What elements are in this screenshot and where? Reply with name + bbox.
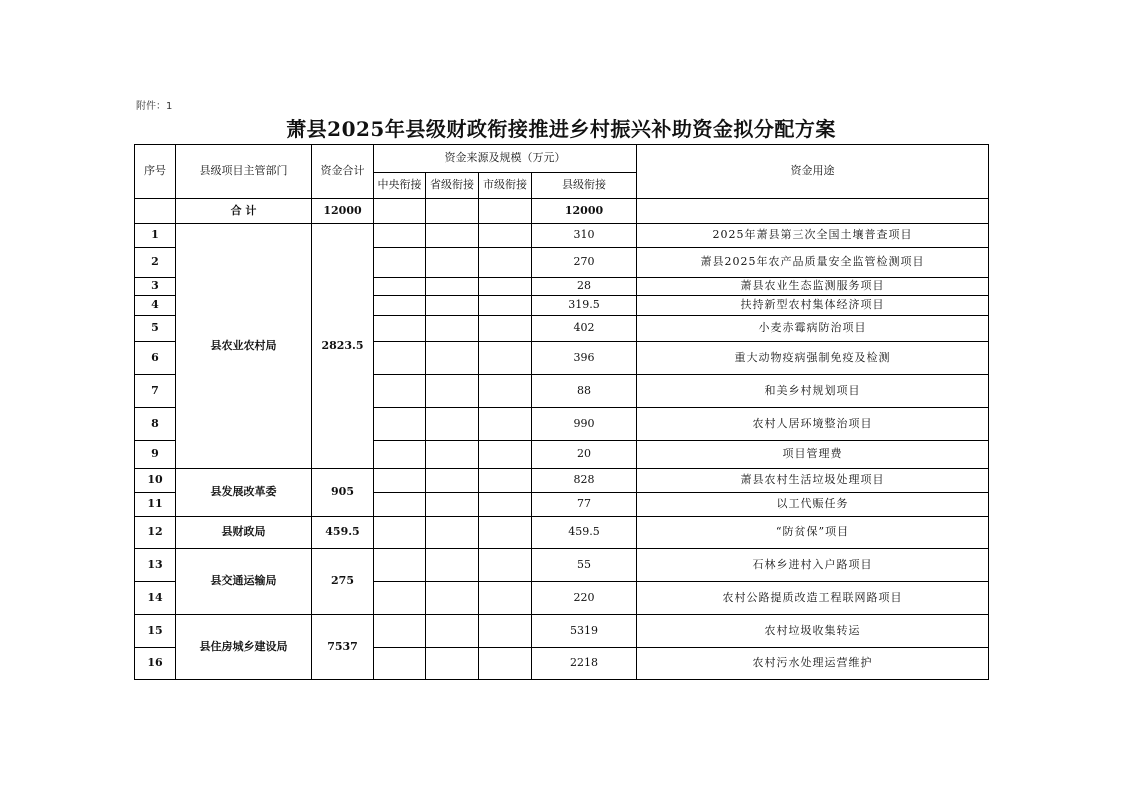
usage-cell: 农村垃圾收集转运 [637,615,989,648]
central-cell [374,342,426,375]
county-cell: 88 [532,375,637,408]
usage-cell: 萧县农业生态监测服务项目 [637,278,989,296]
table-row [135,549,989,582]
total-city-cell [479,199,532,224]
city-cell [479,615,532,648]
seq-cell: 5 [135,316,176,342]
city-cell [479,342,532,375]
usage-cell: 和美乡村规划项目 [637,375,989,408]
central-cell [374,493,426,517]
seq-cell: 13 [135,549,176,582]
seq-cell: 6 [135,342,176,375]
usage-cell: 2025年萧县第三次全国土壤普查项目 [637,224,989,248]
seq-cell: 9 [135,441,176,469]
county-cell: 319.5 [532,296,637,316]
usage-cell: 扶持新型农村集体经济项目 [637,296,989,316]
central-cell [374,582,426,615]
central-cell [374,549,426,582]
dept-total-cell: 275 [312,549,374,615]
header-central: 中央衔接 [374,173,426,199]
provincial-cell [426,224,479,248]
county-cell: 55 [532,549,637,582]
county-cell: 310 [532,224,637,248]
seq-cell: 11 [135,493,176,517]
header-dept: 县级项目主管部门 [176,145,312,199]
seq-cell: 7 [135,375,176,408]
provincial-cell [426,648,479,680]
dept-total-cell: 7537 [312,615,374,680]
city-cell [479,375,532,408]
total-provincial-cell [426,199,479,224]
city-cell [479,316,532,342]
central-cell [374,224,426,248]
usage-cell: 农村污水处理运营维护 [637,648,989,680]
county-cell: 459.5 [532,517,637,549]
city-cell [479,296,532,316]
seq-cell: 12 [135,517,176,549]
total-county: 12000 [532,199,637,224]
seq-cell: 2 [135,248,176,278]
table-row [135,224,989,248]
county-cell: 828 [532,469,637,493]
usage-cell: 农村人居环境整治项目 [637,408,989,441]
total-label: 合 计 [176,199,312,224]
county-cell: 77 [532,493,637,517]
usage-cell: 重大动物疫病强制免疫及检测 [637,342,989,375]
total-amount: 12000 [312,199,374,224]
provincial-cell [426,549,479,582]
provincial-cell [426,517,479,549]
header-total: 资金合计 [312,145,374,199]
county-cell: 20 [532,441,637,469]
usage-cell: 萧县2025年农产品质量安全监管检测项目 [637,248,989,278]
provincial-cell [426,316,479,342]
central-cell [374,615,426,648]
city-cell [479,469,532,493]
header-source-group: 资金来源及规模（万元） [374,145,637,173]
seq-cell: 15 [135,615,176,648]
table-row [135,615,989,648]
table-row [135,469,989,493]
dept-cell: 县财政局 [176,517,312,549]
header-provincial: 省级衔接 [426,173,479,199]
central-cell [374,296,426,316]
allocation-table [134,144,989,680]
county-cell: 220 [532,582,637,615]
seq-cell: 8 [135,408,176,441]
city-cell [479,493,532,517]
header-seq: 序号 [135,145,176,199]
city-cell [479,517,532,549]
city-cell [479,549,532,582]
city-cell [479,441,532,469]
dept-total-cell: 905 [312,469,374,517]
central-cell [374,248,426,278]
total-row [135,199,989,224]
dept-cell: 县交通运输局 [176,549,312,615]
table-row [135,517,989,549]
central-cell [374,408,426,441]
usage-cell: 农村公路提质改造工程联网路项目 [637,582,989,615]
provincial-cell [426,493,479,517]
usage-cell: 石林乡进村入户路项目 [637,549,989,582]
usage-cell: 小麦赤霉病防治项目 [637,316,989,342]
total-central-cell [374,199,426,224]
provincial-cell [426,469,479,493]
provincial-cell [426,582,479,615]
county-cell: 5319 [532,615,637,648]
seq-cell: 14 [135,582,176,615]
county-cell: 396 [532,342,637,375]
city-cell [479,648,532,680]
header-city: 市级衔接 [479,173,532,199]
county-cell: 28 [532,278,637,296]
county-cell: 270 [532,248,637,278]
city-cell [479,278,532,296]
dept-cell: 县住房城乡建设局 [176,615,312,680]
central-cell [374,441,426,469]
usage-cell: “防贫保”项目 [637,517,989,549]
dept-total-cell: 2823.5 [312,224,374,469]
central-cell [374,316,426,342]
provincial-cell [426,375,479,408]
county-cell: 990 [532,408,637,441]
central-cell [374,469,426,493]
seq-cell: 16 [135,648,176,680]
seq-cell: 10 [135,469,176,493]
total-usage-cell [637,199,989,224]
provincial-cell [426,408,479,441]
total-seq-cell [135,199,176,224]
provincial-cell [426,296,479,316]
county-cell: 2218 [532,648,637,680]
document-title: 萧县2025年县级财政衔接推进乡村振兴补助资金拟分配方案 [286,117,836,141]
attachment-label: 附件：1 [136,101,173,112]
usage-cell: 萧县农村生活垃圾处理项目 [637,469,989,493]
seq-cell: 3 [135,278,176,296]
dept-cell: 县农业农村局 [176,224,312,469]
provincial-cell [426,441,479,469]
central-cell [374,517,426,549]
city-cell [479,582,532,615]
provincial-cell [426,615,479,648]
central-cell [374,278,426,296]
central-cell [374,648,426,680]
provincial-cell [426,248,479,278]
provincial-cell [426,278,479,296]
header-county: 县级衔接 [532,173,637,199]
seq-cell: 1 [135,224,176,248]
seq-cell: 4 [135,296,176,316]
county-cell: 402 [532,316,637,342]
central-cell [374,375,426,408]
header-usage: 资金用途 [637,145,989,199]
city-cell [479,408,532,441]
provincial-cell [426,342,479,375]
city-cell [479,224,532,248]
dept-cell: 县发展改革委 [176,469,312,517]
usage-cell: 项目管理费 [637,441,989,469]
dept-total-cell: 459.5 [312,517,374,549]
city-cell [479,248,532,278]
usage-cell: 以工代赈任务 [637,493,989,517]
